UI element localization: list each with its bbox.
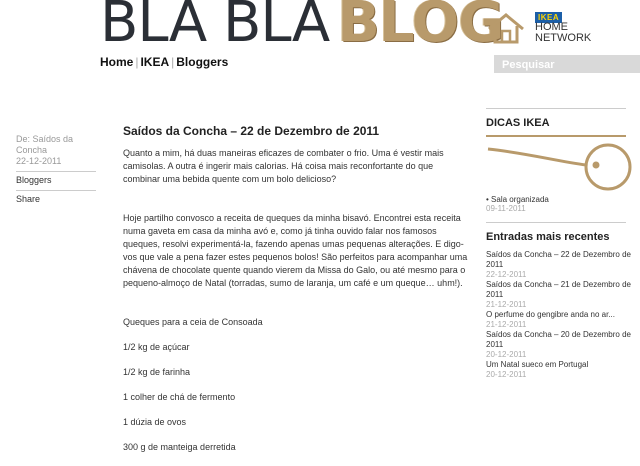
ikea-tag: IKEA [535,12,562,23]
nav-bloggers[interactable]: Bloggers [176,55,229,69]
ingredients-title: Queques para a ceia de Consoada [123,317,263,327]
nav-home[interactable]: Home [100,55,134,69]
dicas-ikea-title: DICAS IKEA [486,117,550,129]
sidebar-divider [486,222,626,223]
main-nav [100,55,228,69]
search-input[interactable] [494,56,640,74]
recent-entry-date: 21-12-2011 [486,320,527,329]
recent-entry-date: 20-12-2011 [486,350,527,359]
nav-separator: | [171,55,175,69]
share-link[interactable]: Share [16,194,41,204]
ingredient-item: 1/2 kg de açúcar [123,342,190,352]
sidebar [486,108,636,380]
sidebar-divider [486,108,626,109]
hook-illustration-icon [486,139,636,195]
meta-divider [16,171,96,172]
nav-separator: | [135,55,139,69]
bullet-icon: • [486,195,492,204]
post-article [123,124,468,466]
search-box [494,55,640,73]
recent-entries [486,231,636,380]
house-icon [486,12,530,44]
recent-entries-title: Entradas mais recentes [486,231,610,243]
ingredient-item: 1 colher de chá de fermento [123,392,236,402]
home-network-label [535,22,605,44]
post-paragraph-1: Quanto a mim, há duas maneiras eficazes de combater o frio. Uma é vestir mais camisolas. A outra é ingerir mais calorias. Há coisa mais reconfortante do que combinar uma bebida quente com um bolo delicioso? [123,148,444,184]
logo-text-blog: BLOG [337,0,504,55]
recent-entry-link[interactable]: Saídos da Concha – 20 de Dezembro de 2011 [486,330,631,349]
blog-logo[interactable] [100,0,504,55]
post-date: 22-12-2011 [16,156,62,166]
nav-ikea[interactable]: IKEA [140,55,170,69]
dicas-list-item[interactable] [486,195,636,204]
recent-entry-date: 21-12-2011 [486,300,527,309]
post-meta [16,134,106,205]
ingredient-item: 1 dúzia de ovos [123,417,187,427]
recent-entry-link[interactable]: Saídos da Concha – 21 de Dezembro de 2011 [486,280,631,299]
recent-entry-date: 22-12-2011 [486,270,527,279]
post-category-link[interactable]: Bloggers [16,175,52,185]
recent-entry-date: 20-12-2011 [486,370,527,379]
recent-entry-link[interactable]: Saídos da Concha – 22 de Dezembro de 2011 [486,250,631,269]
recent-entry-link[interactable]: O perfume do gengibre anda no ar... [486,310,615,319]
post-paragraph-2: Hoje partilho convosco a receita de queques da minha bisavó. Encontrei esta receita numa gaveta em casa da minha avó e, como já tinha ouvido falar nos famosos queques, resolvi experimentá-la, fazendo apenas umas pequenas alterações. E digo-vos que vale a pena fazer estes pequenos bolos! São perfeitos para acompanhar uma chávena de chocolate quente quando vierem da Missa do Galo, ou até mesmo para o pequeno-almoço de Natal (torradas, sumo de laranja, um café e um queque… uhm!). [123,213,468,288]
logo-text-bla: BLA BLA [100,0,330,55]
dicas-item-date: 09-11-2011 [486,204,526,213]
ingredient-item: 1/2 kg de farinha [123,367,191,377]
home-network-line1: HOME [535,21,568,33]
post-title[interactable]: Saídos da Concha – 22 de Dezembro de 2011 [123,124,380,138]
post-author[interactable]: De: Saídos da Concha [16,134,74,155]
home-network-line2: NETWORK [535,32,592,44]
dicas-item-title: Sala organizada [491,195,549,204]
meta-divider [16,190,96,191]
dicas-accent-rule [486,135,626,137]
recent-entry-link[interactable]: Um Natal sueco em Portugal [486,360,589,369]
ingredient-item: 300 g de manteiga derretida [123,442,236,452]
